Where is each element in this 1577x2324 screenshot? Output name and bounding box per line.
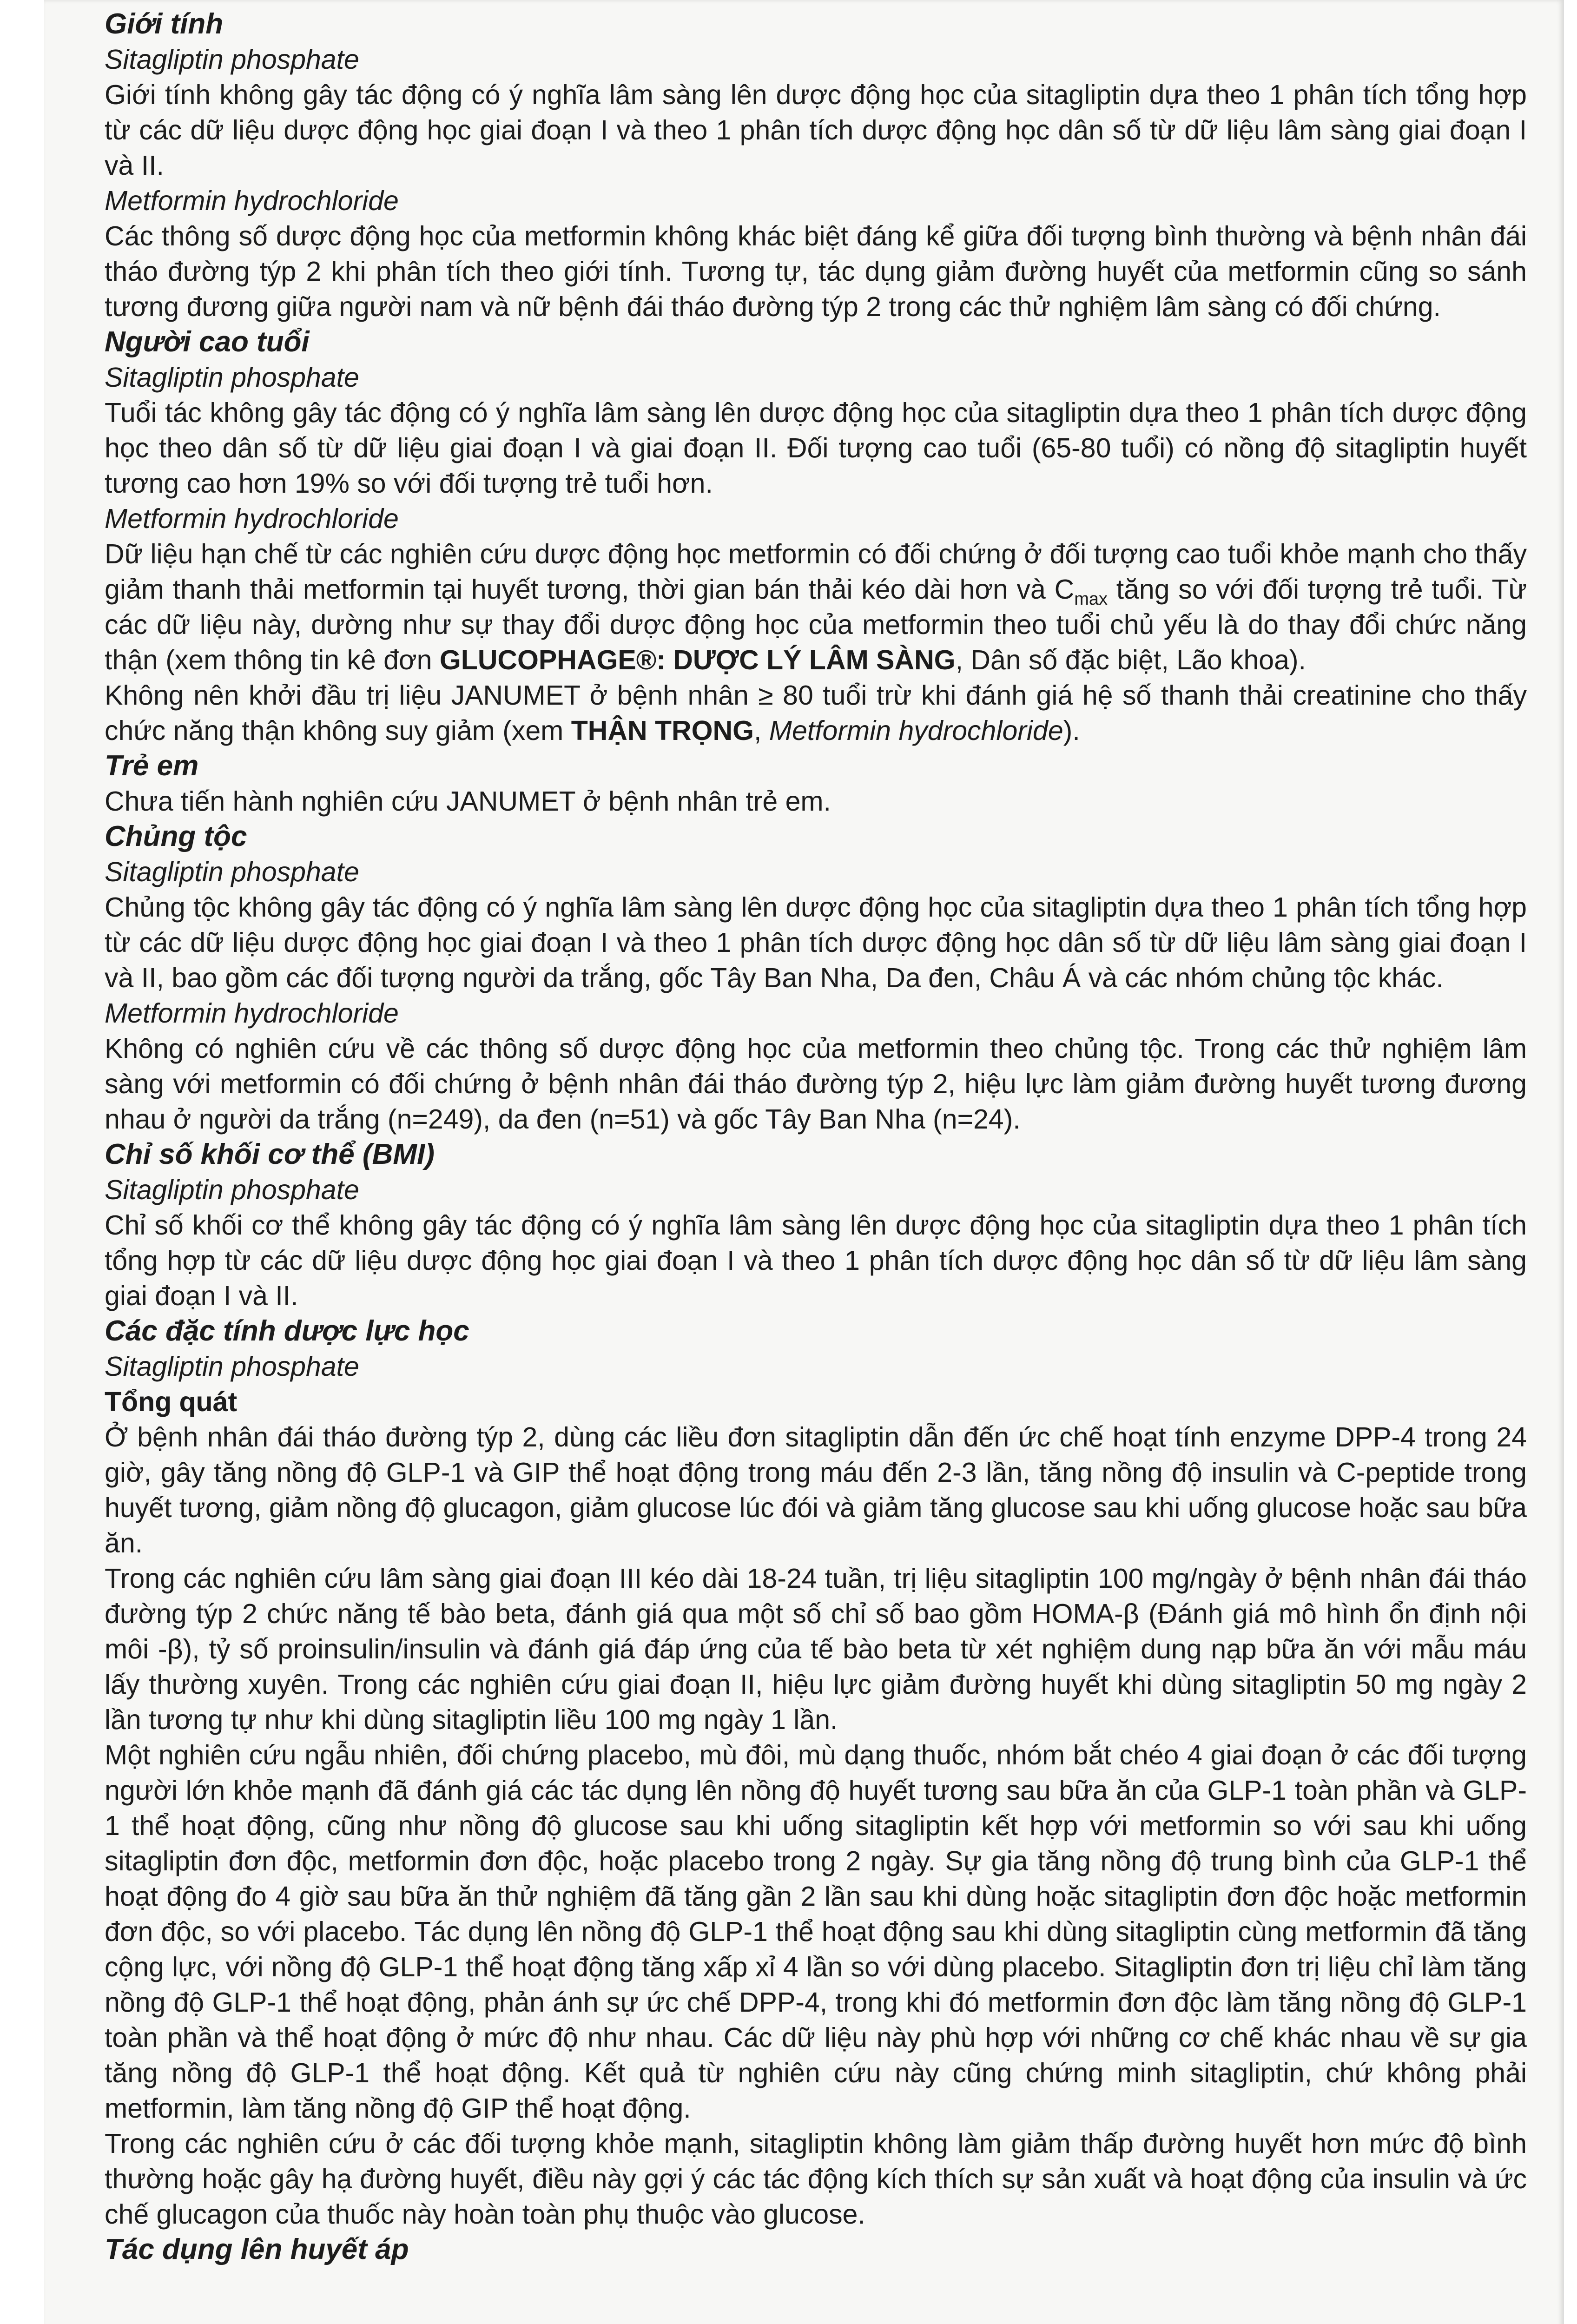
paragraph-pd-3: Một nghiên cứu ngẫu nhiên, đối chứng placebo, mù đôi, mù dạng thuốc, nhóm bắt chéo 4 giai đoạn ở các đối tượng người lớn khỏe mạnh đã đánh giá các tác dụng lên nồng độ huyết tương sau bữa ăn của GLP-1 toàn phần và GLP-1 thể hoạt động, cũng như nồng độ glucose sau khi uống sitagliptin kết hợp với metformin so với sau khi uống sitagliptin đơn độc, metformin đơn độc, hoặc placebo trong 2 ngày. Sự gia tăng nồng độ trung bình của GLP-1 thể hoạt động đo 4 giờ sau bữa ăn thử nghiệm đã tăng gần 2 lần sau khi dùng hoặc sitagliptin đơn độc hoặc metformin đơn độc, so với placebo. Tác dụng lên nồng độ GLP-1 thể hoạt động sau khi dùng sitagliptin cùng metformin đã tăng cộng lực, với nồng độ GLP-1 thể hoạt động tăng xấp xỉ 4 lần so với dùng placebo. Sitagliptin đơn trị liệu chỉ làm tăng nồng độ GLP-1 thể hoạt động, phản ánh sự ức chế DPP-4, trong khi đó metformin đơn độc làm tăng nồng độ GLP-1 toàn phần và thể hoạt động ở mức độ như nhau. Các dữ liệu này phù hợp với những cơ chế khác nhau về sự gia tăng nồng độ GLP-1 thể hoạt động. Kết quả từ nghiên cứu này cũng chứng minh sitagliptin, chứ không phải metformin, làm tăng nồng độ GIP thể hoạt động. <box>105 1740 1527 2124</box>
precautions-reference: THẬN TRỌNG <box>571 715 754 746</box>
text-run: ). <box>1063 715 1080 746</box>
paragraph-gender-sitagliptin: Giới tính không gây tác động có ý nghĩa lâm sàng lên dược động học của sitagliptin dựa theo 1 phân tích tổng hợp từ các dữ liệu dược động học giai đoạn I và theo 1 phân tích dược động học dân số từ dữ liệu lâm sàng giai đoạn I và II. <box>105 79 1527 181</box>
subheading-sitagliptin: Sitagliptin phosphate <box>105 362 359 393</box>
subheading-general: Tổng quát <box>105 1386 238 1417</box>
subheading-metformin: Metformin hydrochloride <box>105 503 399 534</box>
paragraph-pd-4: Trong các nghiên cứu ở các đối tượng khỏe mạnh, sitagliptin không làm giảm thấp đường huyết hơn mức độ bình thường hoặc gây hạ đường huyết, điều này gợi ý các tác động kích thích sự sản xuất và hoạt động của insulin và ức chế glucagon của thuốc này hoàn toàn phụ thuộc vào glucose. <box>105 2128 1527 2230</box>
cmax-subscript: max <box>1074 589 1108 609</box>
paragraph-race-sitagliptin: Chủng tộc không gây tác động có ý nghĩa lâm sàng lên dược động học của sitagliptin dựa theo 1 phân tích tổng hợp từ các dữ liệu dược động học giai đoạn I và theo 1 phân tích dược động học dân số từ dữ liệu lâm sàng giai đoạn I và II, bao gồm các đối tượng người da trắng, gốc Tây Ban Nha, Da đen, Châu Á và các nhóm chủng tộc khác. <box>105 892 1527 993</box>
subheading-sitagliptin: Sitagliptin phosphate <box>105 44 359 75</box>
metformin-reference: Metformin hydrochloride <box>769 715 1063 746</box>
section-title-bmi: Chỉ số khối cơ thể (BMI) <box>105 1138 435 1170</box>
document-body <box>105 7 1527 2267</box>
paragraph-elderly-metformin <box>105 536 1527 678</box>
subheading-sitagliptin: Sitagliptin phosphate <box>105 1175 359 1205</box>
text-run: , <box>754 715 769 746</box>
subheading-sitagliptin: Sitagliptin phosphate <box>105 1351 359 1382</box>
text-run: Dữ liệu hạn chế từ các nghiên cứu dược động học metformin có đối chứng ở đối tượng cao tuổi khỏe mạnh cho thấy giảm thanh thải metformin tại huyết tương, thời gian bán thải kéo dài hơn và C <box>105 539 1527 605</box>
paragraph-pd-2: Trong các nghiên cứu lâm sàng giai đoạn III kéo dài 18-24 tuần, trị liệu sitagliptin 100 mg/ngày ở bệnh nhân đái tháo đường týp 2 chức năng tế bào beta, đánh giá qua một số chỉ số bao gồm HOMA-β (Đánh giá mô hình ổn định nội môi -β), tỷ số proinsulin/insulin và đánh giá đáp ứng của tế bào beta từ xét nghiệm dung nạp bữa ăn với mẫu máu lấy thường xuyên. Trong các nghiên cứu giai đoạn II, hiệu lực giảm đường huyết khi dùng sitagliptin 50 mg ngày 2 lần tương tự như khi dùng sitagliptin liều 100 mg ngày 1 lần. <box>105 1563 1527 1735</box>
subheading-sitagliptin: Sitagliptin phosphate <box>105 857 359 887</box>
subheading-metformin: Metformin hydrochloride <box>105 185 399 216</box>
paragraph-bmi-sitagliptin: Chỉ số khối cơ thể không gây tác động có ý nghĩa lâm sàng lên dược động học của sitagliptin dựa theo 1 phân tích tổng hợp từ các dữ liệu dược động học giai đoạn I và theo 1 phân tích dược động học dân số từ dữ liệu lâm sàng giai đoạn I và II. <box>105 1210 1527 1311</box>
paragraph-gender-metformin: Các thông số dược động học của metformin không khác biệt đáng kể giữa đối tượng bình thường và bệnh nhân đái tháo đường týp 2 khi phân tích theo giới tính. Tương tự, tác dụng giảm đường huyết của metformin cũng so sánh tương đương giữa người nam và nữ bệnh đái tháo đường týp 2 trong các thử nghiệm lâm sàng có đối chứng. <box>105 221 1527 322</box>
document-page <box>44 0 1564 2324</box>
paragraph-elderly-advice <box>105 678 1527 748</box>
section-title-gender: Giới tính <box>105 8 224 40</box>
paragraph-children: Chưa tiến hành nghiên cứu JANUMET ở bệnh nhân trẻ em. <box>105 786 831 817</box>
glucophage-reference: GLUCOPHAGE®: DƯỢC LÝ LÂM SÀNG <box>439 645 956 675</box>
section-title-pharmacodynamics: Các đặc tính dược lực học <box>105 1315 469 1347</box>
section-title-children: Trẻ em <box>105 750 199 782</box>
subheading-metformin: Metformin hydrochloride <box>105 998 399 1029</box>
paragraph-race-metformin: Không có nghiên cứu về các thông số dược động học của metformin theo chủng tộc. Trong các thử nghiệm lâm sàng với metformin có đối chứng ở bệnh nhân đái tháo đường týp 2, hiệu lực làm giảm đường huyết tương đương nhau ở người da trắng (n=249), da đen (n=51) và gốc Tây Ban Nha (n=24). <box>105 1033 1527 1135</box>
text-run: tăng so với đối tượng trẻ tuổi. Từ các dữ liệu này, dường như sự thay đổi dược động học của metformin theo tuổi chủ yếu là do thay đổi chức năng thận (xem thông tin kê đơn <box>105 574 1527 675</box>
section-title-blood-pressure: Tác dụng lên huyết áp <box>105 2233 409 2265</box>
text-run: Không nên khởi đầu trị liệu JANUMET ở bệnh nhân ≥ 80 tuổi trừ khi đánh giá hệ số thanh thải creatinine cho thấy chức năng thận không suy giảm (xem <box>105 680 1527 746</box>
paragraph-elderly-sitagliptin: Tuổi tác không gây tác động có ý nghĩa lâm sàng lên dược động học của sitagliptin dựa theo 1 phân tích dược động học theo dân số từ dữ liệu giai đoạn I và giai đoạn II. Đối tượng cao tuổi (65-80 tuổi) có nồng độ sitagliptin huyết tương cao hơn 19% so với đối tượng trẻ tuổi hơn. <box>105 397 1527 499</box>
section-title-elderly: Người cao tuổi <box>105 326 310 358</box>
section-title-race: Chủng tộc <box>105 820 247 852</box>
paragraph-pd-1: Ở bệnh nhân đái tháo đường týp 2, dùng các liều đơn sitagliptin dẫn đến ức chế hoạt tính enzyme DPP-4 trong 24 giờ, gây tăng nồng độ GLP-1 và GIP thể hoạt động trong máu đến 2-3 lần, tăng nồng độ insulin và C-peptide trong huyết tương, giảm nồng độ glucagon, giảm glucose lúc đói và giảm tăng glucose sau khi uống glucose hoặc sau bữa ăn. <box>105 1422 1527 1558</box>
text-run: , Dân số đặc biệt, Lão khoa). <box>955 645 1306 675</box>
